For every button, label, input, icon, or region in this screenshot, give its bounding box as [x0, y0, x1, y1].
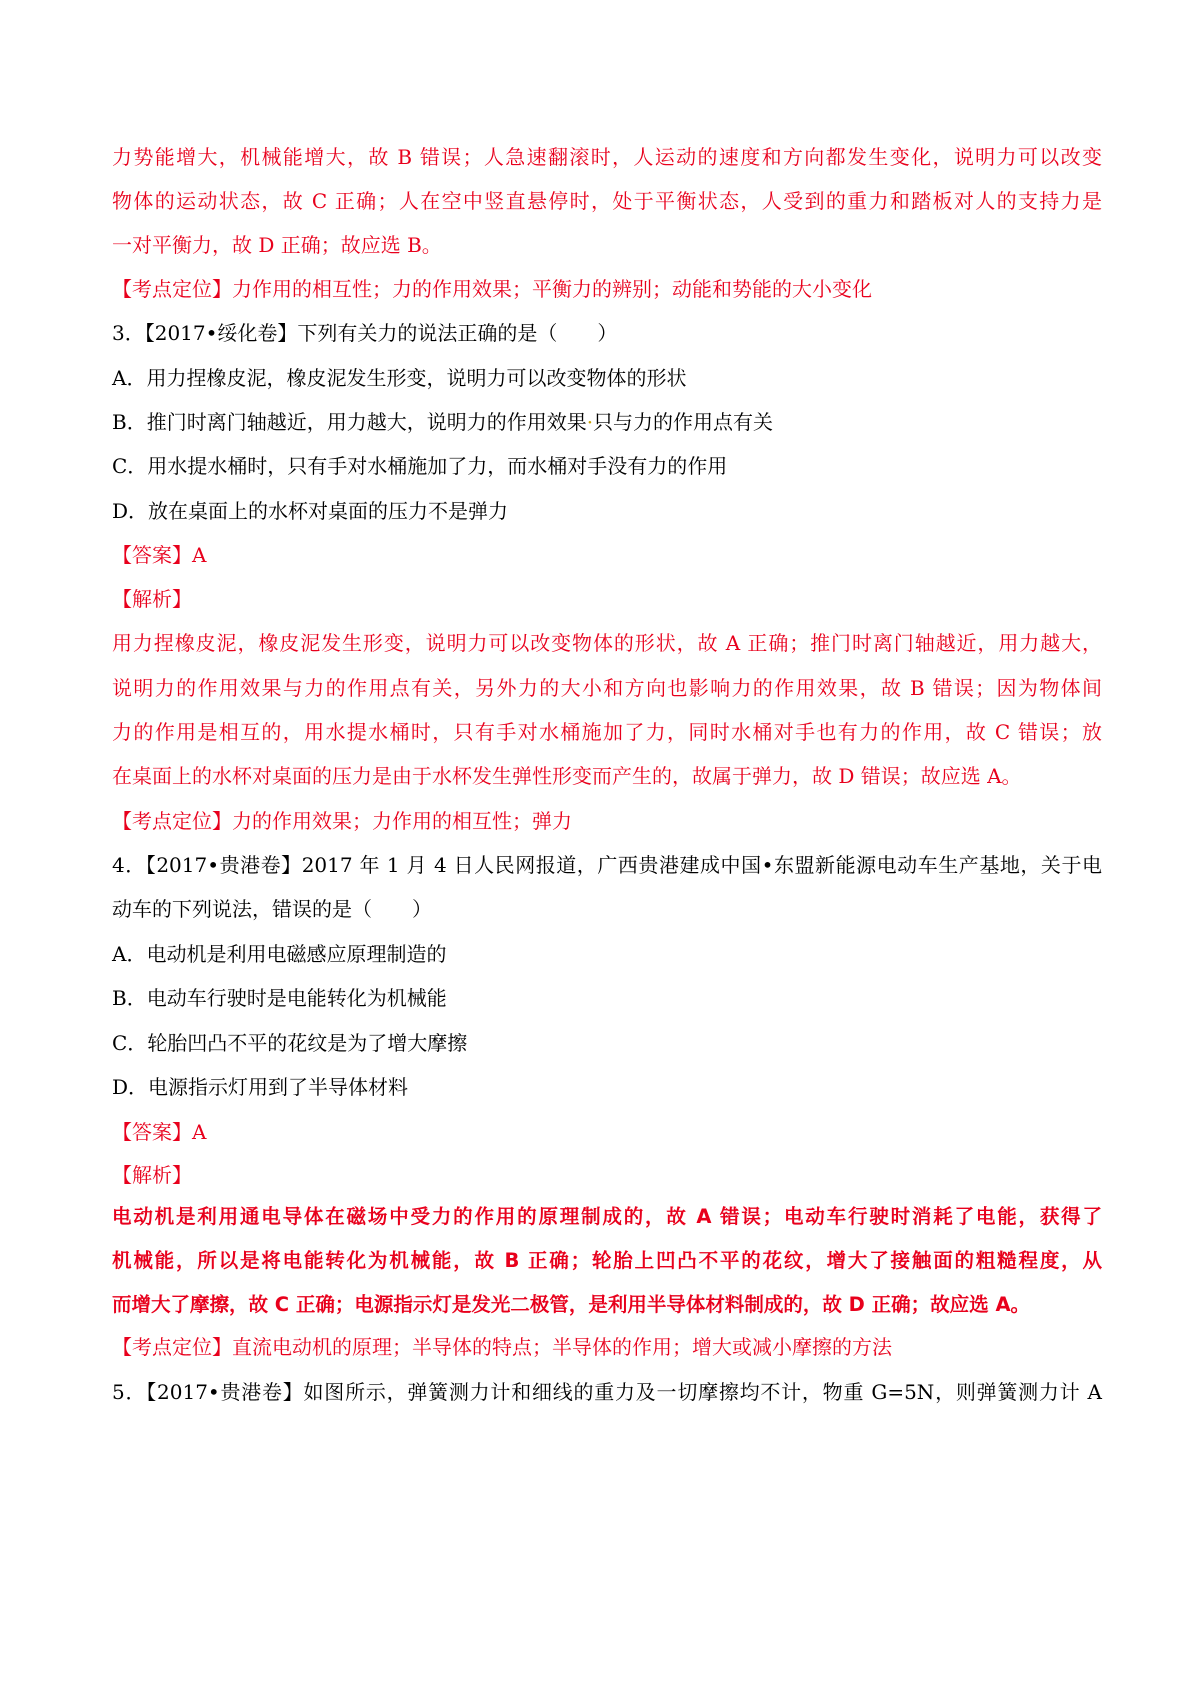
q4-analysis-line-2: 机械能，所以是将电能转化为机械能，故 B 正确；轮胎上凹凸不平的花纹，增大了接触面的粗糙程度，从: [112, 1249, 1102, 1272]
q3-option-a: A．用力捏橡皮泥，橡皮泥发生形变，说明力可以改变物体的形状: [112, 366, 687, 390]
q3-analysis-line-2: 说明力的作用效果与力的作用点有关，另外力的大小和方向也影响力的作用效果，故 B 错误；因为物体间: [112, 676, 1102, 700]
q4-option-c: C．轮胎凹凸不平的花纹是为了增大摩擦: [112, 1031, 468, 1055]
q4-option-a: A．电动机是利用电磁感应原理制造的: [112, 942, 447, 966]
q3-option-d: D．放在桌面上的水杯对桌面的压力不是弹力: [112, 499, 509, 523]
q2-analysis-line-1: 力势能增大，机械能增大，故 B 错误；人急速翻滚时，人运动的速度和方向都发生变化，说明力可以改变: [112, 145, 1102, 169]
q2-analysis-line-2: 物体的运动状态，故 C 正确；人在空中竖直悬停时，处于平衡状态，人受到的重力和踏板对人的支持力是: [112, 189, 1102, 213]
q4-analysis-label: 【解析】: [112, 1163, 192, 1187]
q3-option-b-head: B．推门时离门轴越近，用力越大，说明力的作用效果: [112, 410, 587, 434]
q3-analysis-line-1: 用力捏橡皮泥，橡皮泥发生形变，说明力可以改变物体的形状，故 A 正确；推门时离门轴越近，用力越大，: [112, 631, 1102, 655]
q4-analysis-line-1: 电动机是利用通电导体在磁场中受力的作用的原理制成的，故 A 错误；电动车行驶时消耗了电能，获得了: [112, 1205, 1102, 1228]
q2-kaodian: 【考点定位】力作用的相互性；力的作用效果；平衡力的辨别；动能和势能的大小变化: [112, 277, 872, 301]
q3-option-c: C．用水提水桶时，只有手对水桶施加了力，而水桶对手没有力的作用: [112, 454, 728, 478]
q2-analysis-line-3: 一对平衡力，故 D 正确；故应选 B。: [112, 233, 442, 257]
q3-analysis-label: 【解析】: [112, 587, 192, 611]
q3-kaodian: 【考点定位】力的作用效果；力作用的相互性；弹力: [112, 809, 572, 833]
q3-option-b: [112, 407, 1102, 437]
q4-answer: 【答案】A: [112, 1120, 207, 1144]
q4-option-d: D．电源指示灯用到了半导体材料: [112, 1075, 409, 1099]
q3-option-b-dot: ·: [586, 410, 594, 434]
q4-analysis-line-3: 而增大了摩擦，故 C 正确；电源指示灯是发光二极管，是利用半导体材料制成的，故 D 正确；故应选 A。: [112, 1293, 1031, 1316]
q3-analysis-line-4: 在桌面上的水杯对桌面的压力是由于水杯发生弹性形变而产生的，故属于弹力，故 D 错误；故应选 A。: [112, 764, 1022, 788]
q5-stem: 5．【2017•贵港卷】如图所示，弹簧测力计和细线的重力及一切摩擦均不计，物重 G=5N，则弹簧测力计 A: [112, 1380, 1102, 1404]
q4-option-b: B．电动车行驶时是电能转化为机械能: [112, 986, 447, 1010]
q3-analysis-line-3: 力的作用是相互的，用水提水桶时，只有手对水桶施加了力，同时水桶对手也有力的作用，故 C 错误；放: [112, 720, 1102, 744]
q3-answer: 【答案】A: [112, 543, 207, 567]
q3-stem: 3．【2017•绥化卷】下列有关力的说法正确的是（ ）: [112, 321, 618, 345]
q4-kaodian: 【考点定位】直流电动机的原理；半导体的特点；半导体的作用；增大或减小摩擦的方法: [112, 1335, 892, 1359]
q4-stem-line-2: 动车的下列说法，错误的是（ ）: [112, 897, 432, 921]
q3-option-b-tail: 只与力的作用点有关: [593, 410, 774, 434]
q4-stem-line-1: 4．【2017•贵港卷】2017 年 1 月 4 日人民网报道，广西贵港建成中国•东盟新能源电动车生产基地，关于电: [112, 853, 1102, 877]
